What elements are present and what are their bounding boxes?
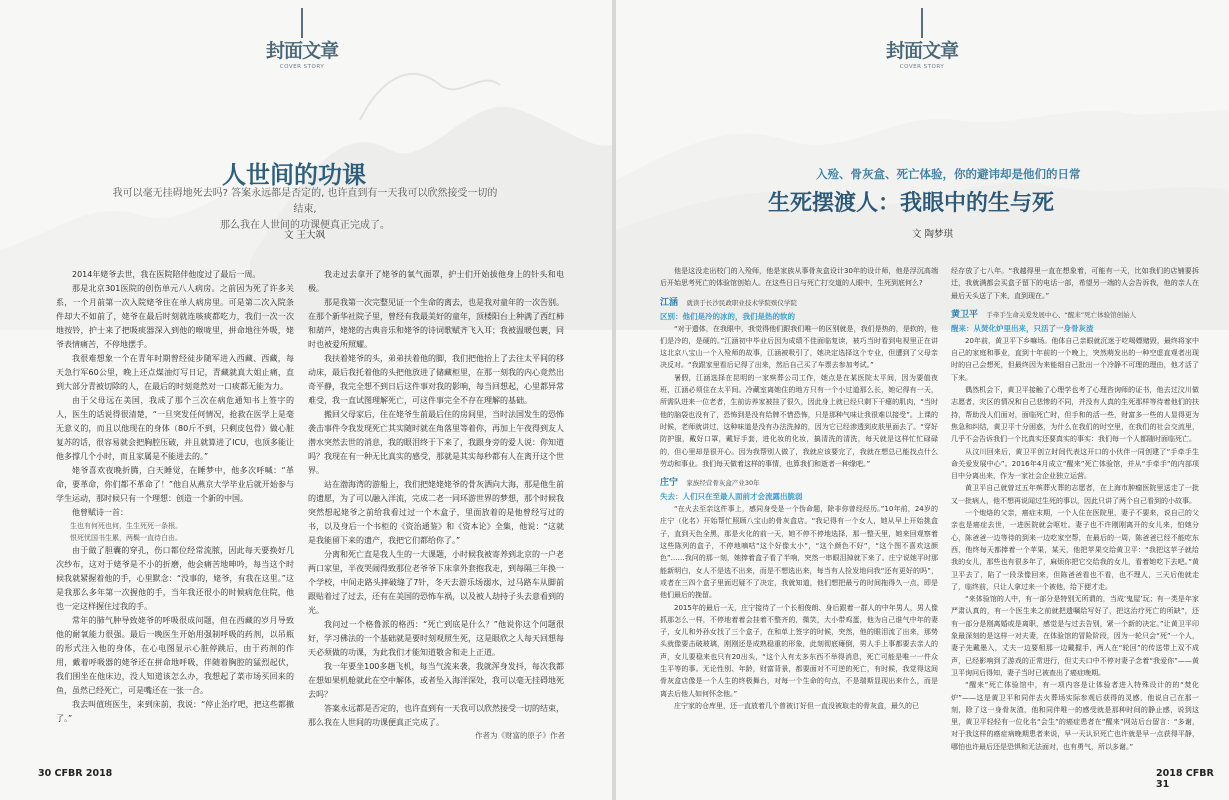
article-headline: 生死摆渡人：我眼中的生与死	[768, 191, 1055, 216]
paragraph: 我一年要坐100多趟飞机，每当气流来袭，我就浑身发抖，每次我都在想如果机舱就此在空中解体，或者坠入海洋深处，我可以毫无挂碍地死去吗？	[308, 662, 564, 699]
lede-line: 那么我在人世间的功课便真正完成了。	[220, 220, 390, 231]
article-headline: 人世间的功课	[222, 161, 366, 189]
logo-title: 封面文章	[265, 40, 338, 62]
text-column-2	[308, 268, 564, 730]
text-column-1	[660, 265, 938, 712]
lede-line: 我可以毫无挂碍地死去吗? 答案永远都是否定的, 也许直到有一天我可以欣然接受一切的结束,	[112, 188, 498, 215]
paragraph: 一个炮烙的父亲，癌症末期，一个人住在医院里，妻子不要来，说自己的父亲也是癌症去世，一进医院就会呕吐。妻子也不许刚刚离开的女儿来，怕她分心，陈爸爸一边等待的到来一边吃家空帮，在最后的一周，陈爸爸已经不能吃东西，他终每天都捧着一个苹果，某天，他把苹果交给黄卫平：“我把这苹子就给我的女儿，那些也有很多年了，麻烦你把它交给我的女儿，看着她吃下去吧。”黄卫平去了，陷了一段录像回来，但陈爸爸看也不看，也不理人，三天后他就走了，临终前，只让人拿过来一个被他，给下便才走。	[951, 509, 1199, 591]
intro-paragraph: 他是这没走出校门的入殓师，他是家族从事骨灰盒设计30年的设计师，他是浮沉高端后开始思考死亡的体验馆创始人。在这些日日与死亡打交道的人眼中，生死到底何么?	[660, 267, 938, 288]
paragraph: “醒来”死亡体验馆中，有一项内容是让体验者进入特殊设计的的“焚化炉”——这是黄卫平和同伴去火葬场实际参观后获得的灵感，他说自己在那一刻，除了这一身骨灰渣，他和同伴唯一的感受就是那种时间的静止感，说到这里，黄卫平轻轻有一位化名“会生”的癌症患者在“醒来”网站后台留言：“多谢，对于我这样的癌症病晚期患者来说，早一天认识死亡也许就是早一点获得平静，哪怕也许最后还是恐惧和无法面对，也有勇气，所以多谢。”	[951, 681, 1199, 751]
paragraph: 那是北京301医院的创伤单元八人病房。之前因为死了许多关系，一个月前第一次入院姥爷住在单人病房里。可是第二次入院条件却大不如前了，姥爷在最后时刻就连咳痰都吃力，我们一次一次地按铃，护士来了把吸痰器深入到他的喉咙里，拼命地往外吸，姥爷表情痛苦，不停地摆手。	[56, 284, 294, 349]
profile-tagline: 区别：他们是冷的冰的，我们是热的软的	[660, 311, 795, 321]
page-number: 30 CFBR 2018	[38, 768, 113, 779]
byline: 文 陶梦琪	[912, 229, 954, 240]
paragraph: 黄卫平自己就曾过五年殡葬火葬的志愿者，在上海市肿瘤医院里送走了一批又一批病人，他不想再说闻过生死的事以，因此只讲了两个自己看到的小故事。	[951, 484, 1199, 505]
paragraph: 由于做了胆囊的穿孔，伤口都位经常流脓，因此每天要换好几次纱布，这对于姥爷是不小的折磨，他会痛苦地呻吟，每当这个时候我就紧握着他的手，心里默念：“没事的，姥爷，有我在这里。”这是我那么多年第一次握他的手，当年我还很小的时候病危住院，他也一定这样握住过我的手。	[56, 546, 294, 611]
paragraph: 经存放了七八年。“我越得里一直在想象着，可能有一天，比如我们的店铺要拆迁，我就满都会买盒子留下的电话一部，希望另一端的人会告诉我，他的亲人在最后天头送了下来，直到现在。”	[951, 267, 1199, 300]
paragraph: 2014年姥爷去世，我在医院陪伴他度过了最后一周。	[72, 270, 261, 279]
paragraph: 搬回父母家后，住在姥爷生前最后住的房间里，当时法国发生的恐怖袭击事件令我发现死亡其实随时就在角落里等着你，再加上午夜得到友人潜水突然去世的消息，我的眼泪终于下来了，我跟身旁的爱人说：你知道吗？我现在有一种无比真实的感受，那就是其实每秒都有人在离开这个世界。	[308, 410, 564, 475]
logo-title: 封面文章	[885, 40, 958, 62]
paragraph: 偶然机会下，黄卫平接触了心理学也考了心理咨询师的证书，他去过汶川做志愿者，灾区的情况和自己悲惨的不同，并没有人真的生死那样等待着他们的扶持，帮助没人们面对，面临死亡时，但手和的活一些，财富多一些的人显得更为焦急和纠结，黄卫平十分困惑，为什么在我们的时空里，在我们的社会交流里，几乎不会告诉我们一个比真实还要真实的事实：我们每一个人都随时面临死亡。	[951, 386, 1199, 444]
profile-name: 庄宁	[660, 478, 679, 489]
paragraph: “来体验馆的人中，有一部分是特别无所谓的，当成‘鬼屋’玩；有一类是年家严肃认真的，有一个医生来之前就把遗嘱给写好了，把这治疗死亡的所缺”，还有一部分是刚离婚或是离职，感觉是与过去告别，紧一个新的决定。”让黄卫平印象最深刻的是这样一对夫妻，在体验馆的冒险阶段，因为一轮只会“死”一个人，妻子先戴墨入，丈夫一边要相那一边戴握手，两人在“轮回”的传送带上双不成声，已经影响到了游戏的正常进行，但丈夫口中不停对妻子念着“我爱你”——黄卫平询问后得知，妻子当时已被查出了癌症晚期。	[951, 595, 1199, 677]
logo-subtitle: COVER STORY	[899, 64, 945, 70]
left-page	[0, 0, 612, 800]
profile-heading-2	[660, 476, 938, 503]
page-number: 2018 CFBR 31	[1156, 768, 1214, 790]
author-credit: 作者为《财富的原子》作者	[475, 731, 565, 740]
paragraph: 常年的肺气肿导致姥爷的呼吸很成问题，但在西藏的岁月导致他的耐氧能力很强。最后一晚医生开始用强制呼吸的药剂，以吊瓶的形式注入他的身体，在心电图显示心脏停跳后，由于药剂的作用，戴着呼吸器的姥爷还在拼命地呼吸，伴随着胸腔的猛烈起伏，我们围坐在他床边，没人知道该怎么办，我想起了菜市场买回来的鱼，虽然已经死亡，可是嘴还在一张一合。	[56, 616, 294, 695]
paragraph: 他曾赋诗一首：	[72, 508, 128, 517]
paragraph: 我去叫值班医生，来到床前，我说：“停止治疗吧，把这些都撤了。”	[56, 700, 294, 723]
profile-name: 黄卫平	[951, 309, 979, 320]
cover-story-logo	[262, 8, 342, 88]
paragraph: 我问过一个格鲁派的格西：“死亡到底是什么？”他说你这个问题很好，学习佛法的一个基础就是要时刻观照生死，这是眼欣之人每天回想每天必须做的功课，为此我们才能知道敬舍和走上正道。	[308, 620, 564, 657]
paragraph: “在火去至亲这件事上，感同身受是一个伪命题，除非你曾经经历。”10年前，24岁的庄宁（化名）开始帮忙照顾八宝山的骨灰盒店。“我记得有一个女人，她从早上开始挑盒子，直到天色全黑，那是火化的前一天，她不停不停地选择，那一整天里，她来回观察着这些陈列的盒子，不停地嘀咕“这个好像太小”，“这个颜色不好”，“这个图不喜欢这颜色”……我问的那一刻，她捧着盒子看了半响，突然一串眼泪掉就下来了。庄宁说她平时那能新明白，女人不是选不出来，而是不想选出来，每当有人捡发地问我“还有更好的吗”，或者在三四个盒子里面迟疑不了决定，我就知道，他们想把最亏的时间拖得久一点，即是他们最后的挽留。	[660, 505, 938, 600]
right-page	[616, 0, 1229, 800]
byline: 文 王大飒	[284, 230, 326, 241]
profile-name: 江涵	[660, 297, 679, 308]
cover-story-logo	[882, 8, 962, 88]
paragraph: 20年前，黄卫平下乡嘛场。他体自己亲眼就沉迷于吃喝嫖赌毁，最终将家中自己的家庭和事业，直到十年前的一个晚上，突然萌发出的一种空虚直观者出现时的自己会想死，但最终因为来能细自己批出一个冷静不可理的理由，他才活了下来。	[951, 336, 1199, 382]
paragraph: 站在渤海湾的游船上，我们把姥姥姥爷的骨灰洒向大海，那是他生前的遗愿，为了可以融入洋流，完成二老一同环游世界的梦想，那个时候我突然想起姥爷之前给我看过过一个木盒子，里面放着的是他曾经写过的书，以及身后一个书柜的《资治通鉴》和《资本论》全集，他说：“这就是我能留下来的遗产，我把它们都给你了。”	[308, 480, 564, 545]
profile-heading-1	[660, 296, 938, 323]
text-column-2	[951, 265, 1199, 753]
text-column-1	[56, 268, 294, 726]
poem-line: 恨死忧国书生累，两鬓一直待白由。	[70, 534, 182, 542]
profile-tagline: 醒来：从焚化炉里出来，只活了一身骨灰渣	[951, 323, 1094, 333]
paragraph: 那是我第一次完整见证一个生命的离去，也是我对童年的一次告别。在那个新华社院子里，曾经有我最美好的童年，顶楼阳台上种满了西红柿和葫芦，姥姥的古典音乐和姥爷的诗词歌赋齐飞入耳；我被温暖包裹，同时也被爱所照耀。	[308, 298, 564, 349]
paragraph: 由于父母远在美国，我成了那个三次在病危通知书上签字的人，医生的话说得很清楚，“一旦突发任何情况，抢救在医学上是毫无意义的，而且以他现在的身体（80斤不到，只剩皮包骨）做心脏复苏的话，很容易就会把胸腔压破，并且就算进了ICU，也顶多能让他多撑几个小时，而且家属是不能进去的。”	[56, 396, 294, 461]
profile-description: 家族经营骨灰盒产业30年	[686, 479, 760, 488]
paragraph: 分离和死亡直是我人生的一大课题，小时候我被寄养到北京的一户老两口家里，半夜哭闹得致那位老爷爷下床拿外套抱我走，到每隔三年换一个学校，中间走路头摔破缝了7针，冬天去游乐场溺水，过马路车从脚前跟贴着过了过去，还有在美国的恐怖车祸，以及被人劫持子头去意看到的光。	[308, 550, 564, 615]
paragraph: 我扶着姥爷的头，弟弟扶着他的脚，我们把他抬上了去往太平间的移动床，最后我托着他的头把他放进了储藏柜里，在那一刻我的内心竟然出奇平静，我完全想不到日后这件事对我的影响，每当回想起，心里都异常难受，我一直试图理解死亡，可这件事完全不存在理解的基础。	[308, 354, 564, 405]
profile-description: 手牵手生命关爱发展中心、“醒来”死亡体验馆创始人	[986, 310, 1137, 319]
paragraph: 我走过去拿开了姥爷的氧气面罩，护士们开始拔他身上的针头和电极。	[308, 270, 564, 293]
paragraph: “对于遗体，在我眼中，我觉得他们跟我们唯一的区别就是，我们是热的，是软的，他们是冷的，是硬的。”江涵初中毕业后因为成绩不佳面临复读，被巧当时看到电视里正在讲这北京八宝山一个入殓师的故事，江涵被吸引了，她决定选择这个专业，但遭到了父母亲决反对。“我跟家里看后记得了出来，然后自己买了车票去参加考试。”	[660, 324, 938, 370]
paragraph: 答案永远都是否定的，也许直到有一天我可以欣然接受一切的结束，那么我在人世间的功课便真正完成了。	[308, 704, 564, 727]
paragraph: 2015年的最后一天，庄宁接待了一个长相俊朗、身后跟着一群人的中年男人，男人像抓那怎么一样，不停地着着会挂着不整齐的，微笑，大小带鸡蛋，他为自己谁气中年的妻子，女儿和外孙女找了三个盒子，在和单上签字的时候，突然，他的眼泪流了出来，那势头就像要击破玻璃，刚刚还是成熟稳重的形象，此刻彻底瘫倒，男人手上事都要去亲人的声，女儿要稳来也只有20出头，“这个人有太多东西不举得消息，死亡可能是唯一一件众生平等的事。无论性别、年龄，财富背景，都要面对不可逆的死亡，有时候，我觉得这间骨灰盒店像是一个人生的终极舞台，对每一个生命的句点，不是瑞斯显现出来什么，而是离去后他人如何怀念他。”	[660, 603, 938, 698]
profile-heading-3	[951, 308, 1199, 335]
paragraph: 姥爷喜欢夜晚折腾，白天睡觉，在睡梦中，他多次呼喊：“革命，要革命，你们都不革命了！”他自从燕京大学毕业后就开始参与学生运动，那时候只有一个理想：创造一个新的中国。	[56, 466, 294, 503]
article-kicker: 入殓、骨灰盒、死亡体验，你的避讳却是他们的日常	[816, 167, 1081, 181]
profile-tagline: 失去：人们只在至最人面前才会流露出脆弱	[660, 492, 803, 502]
paragraph: 庄宁家的仓库里，还一直放着几个曾被订好但一直没被取走的骨灰盒，最久的已	[674, 701, 919, 710]
paragraph: 我很难想象一个在青年时期曾经徒步随军进入西藏、西藏，每天急行军60公里，晚上还点煤油灯写日记，青藏就真大姐止痛，直到大部分青被切除的人，在最后的时刻竟然对一口痰都无能为力。	[56, 354, 294, 391]
logo-vertical-rule	[921, 8, 923, 38]
poem-line: 生也有何死也何，生生死死一条根。	[70, 522, 182, 530]
paragraph: 从汶川回来后，黄卫平创立时间代表这开口的小伙伴一同创建了“手牵手生命关爱发展中心”。2016年4月成立“醒来”死亡体验馆，并从“手牵手”的内部项目中分离出来，作为一家社会企业独立运营。	[951, 447, 1199, 481]
paragraph: 暑假，江涵选择在昆明的一家殡葬公司工作，她点是在某医院太平间，因为要值夜班，江涵必须住在太平间。冷藏室离她住的地方只有一个小过道那么长，她记得有一天，所需队进来一位老者，生前访养家被挂了很久，因此身上就已经只剩下干瘪的肌肉，“当时他的脑袋也没有了，恐怖到是没有给牌不惜恐怖，只是那种气味让我很难以接受”。上课的时候，老师就讲过，这种味道是没有办法洗掉的，因为它已经渗透到皮肤里面去了。“穿好防护服，戴好口罩，戴好手套，进化妆的化妆，搞清洗的清洗，每天就是这样忙忙碌碌的，但心里却是很开心。因为我帮别人做了，我就应该要完了，我就在想总已能找点什么劳动和事业。我们每天做着这样的事情，也算我们和逝者一种缘吧。”	[660, 373, 938, 468]
profile-description: 就读于长沙民政职业技术学院殡仪学院	[686, 298, 797, 307]
logo-subtitle: COVER STORY	[279, 64, 325, 70]
logo-vertical-rule	[301, 8, 303, 38]
